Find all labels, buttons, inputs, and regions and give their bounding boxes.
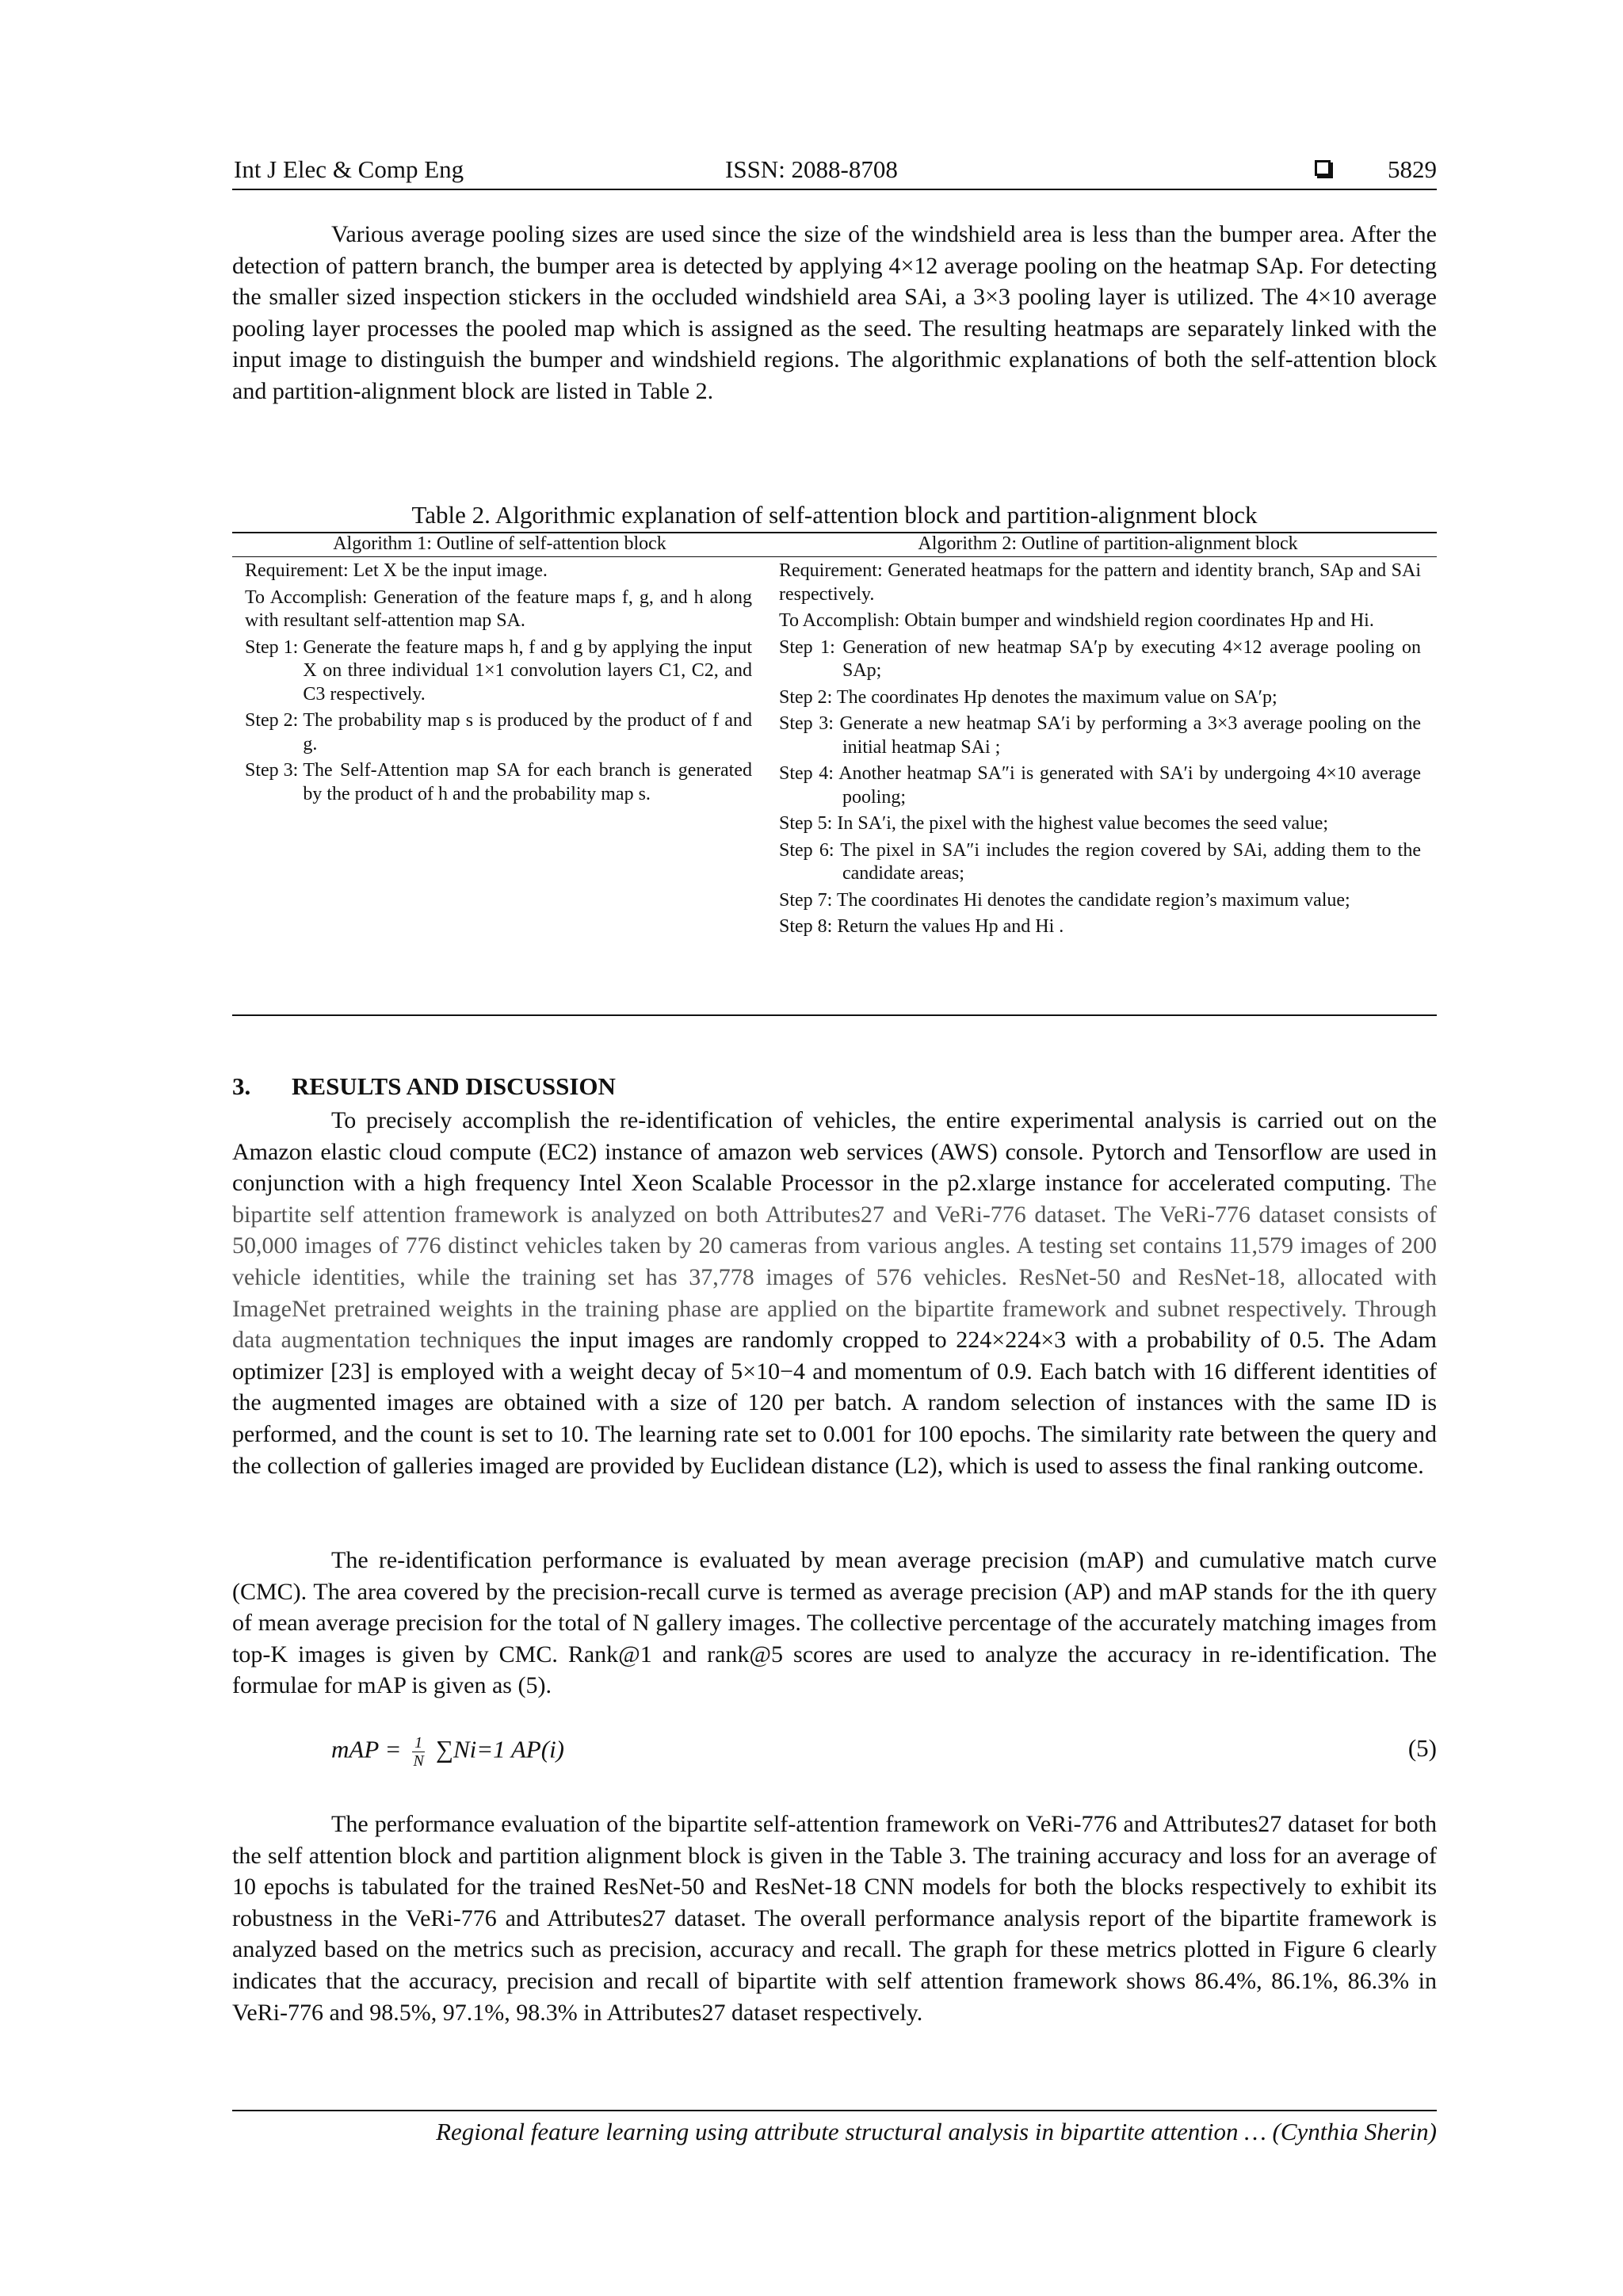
- results-paragraph-3: The performance evaluation of the bipartite self-attention framework on VeRi-776 and Attributes27 dataset for both the self attention block and partition alignment block is given in the Table 3. The training accuracy and loss for an average of 10 epochs is tabulated for the trained ResNet-50 and ResNet-18 CNN models for both the blocks respectively to exhibit its robustness in the VeRi-776 and Attributes27 dataset. The overall performance analysis report of the bipartite framework is analyzed based on the metrics such as precision, accuracy and recall. The graph for these metrics plotted in Figure 6 clearly indicates that the accuracy, precision and recall of bipartite with self attention framework shows 86.4%, 86.1%, 86.3% in VeRi-776 and 98.5%, 97.1%, 98.3% in Attributes27 dataset respectively.: [232, 1811, 1437, 2026]
- col1-step: Step 3: The Self-Attention map SA for each branch is generated by the product of h and the probability map s.: [245, 760, 752, 804]
- col2-step: Step 3: Generate a new heatmap SA′i by performing a 3×3 average pooling on the initial heatmap SAi ;: [779, 713, 1421, 758]
- col2-requirement: Requirement: Generated heatmaps for the pattern and identity branch, SAp and SAi respectively.: [779, 560, 1421, 605]
- col1-accomplish: To Accomplish: Generation of the feature maps f, g, and h along with resultant self-attention map SA.: [245, 586, 752, 631]
- equation-number: (5): [1407, 1734, 1437, 1762]
- col1-step: Step 2: The probability map s is produced by the product of f and g.: [245, 710, 752, 755]
- table-header-rule: [232, 556, 1437, 557]
- col2-step: Step 1: Generation of new heatmap SA′p by executing 4×12 average pooling on SAp;: [779, 636, 1421, 681]
- col2-step: Step 5: In SA′i, the pixel with the highest value becomes the seed value;: [779, 813, 1329, 834]
- table-col1-header: Algorithm 1: Outline of self-attention block: [333, 533, 666, 554]
- journal-name: Int J Elec & Comp Eng: [234, 155, 464, 183]
- page-number: 5829: [1388, 155, 1437, 183]
- col1-step: Step 1: Generate the feature maps h, f and g by applying the input X on three individual 1×1 convolution layers C1, C2, and C3 respectively.: [245, 636, 752, 705]
- table-col1: [245, 560, 752, 806]
- section-heading: 3. RESULTS AND DISCUSSION: [232, 1072, 616, 1100]
- col2-step: Step 6: The pixel in SA″i includes the region covered by SAi, adding them to the candidate areas;: [779, 839, 1421, 884]
- equation-map: mAP = $\frac{1}{N}$ ∑Ni=1 AP(i): [331, 1734, 565, 1770]
- table-bottom-rule: [232, 1014, 1437, 1016]
- table-col2: [779, 560, 1421, 942]
- footer-rule: [232, 2110, 1437, 2111]
- box-icon: [1315, 160, 1331, 176]
- table-col2-header: Algorithm 2: Outline of partition-alignment block: [918, 533, 1298, 554]
- running-header: [232, 155, 1437, 187]
- col2-step: Step 8: Return the values Hp and Hi .: [779, 916, 1064, 937]
- fraction: $\frac{1}{N}$: [413, 1734, 424, 1770]
- results-paragraph-2: The re-identification performance is evaluated by mean average precision (mAP) and cumulative match curve (CMC). The area covered by the precision-recall curve is termed as average precision (AP) and mAP stands for the ith query of mean average precision for the total of N gallery images. The collective percentage of the accurately matching images from top-K images is given by CMC. Rank@1 and rank@5 scores are used to analyze the accuracy in re-identification. The formulae for mAP is given as (5).: [232, 1547, 1437, 1699]
- running-footer: Regional feature learning using attribute structural analysis in bipartite attention … (Cynthia Sherin): [436, 2118, 1437, 2145]
- col2-step: Step 2: The coordinates Hp denotes the maximum value on SA′p;: [779, 686, 1277, 708]
- col2-step: Step 7: The coordinates Hi denotes the candidate region’s maximum value;: [779, 889, 1350, 911]
- results-paragraph-1: To precisely accomplish the re-identification of vehicles, the entire experimental analysis is carried out on the Amazon elastic cloud compute (EC2) instance of amazon web services (AWS) console. Pytorch and Tensorflow are used in conjunction with a high frequency Intel Xeon Scalable Processor in the p2.xlarge instance for accelerated computing. The bipartite self attention framework is analyzed on both Attributes27 and VeRi-776 dataset. The VeRi-776 dataset consists of 50,000 images of 776 distinct vehicles taken by 20 cameras from various angles. A testing set contains 11,579 images of 200 vehicle identities, while the training set has 37,778 images of 576 vehicles. ResNet-50 and ResNet-18, allocated with ImageNet pretrained weights in the training phase are applied on the bipartite framework and subnet respectively. Through data augmentation techniques the input images are randomly cropped to 224×224×3 with a probability of 0.5. The Adam optimizer [23] is employed with a weight decay of 5×10−4 and momentum of 0.9. Each batch with 16 different identities of the augmented images are obtained with a size of 120 per batch. A random selection of instances with the same ID is performed, and the count is set to 10. The learning rate set to 0.001 for 100 epochs. The similarity rate between the query and the collection of galleries imaged are provided by Euclidean distance (L2), which is used to assess the final ranking outcome.: [232, 1107, 1438, 1479]
- col2-accomplish: To Accomplish: Obtain bumper and windshield region coordinates Hp and Hi.: [779, 610, 1374, 631]
- table-caption: Table 2. Algorithmic explanation of self-attention block and partition-alignment block: [411, 501, 1258, 529]
- paper-page: [232, 0, 1437, 2296]
- col2-step: Step 4: Another heatmap SA″i is generated with SA′i by undergoing 4×10 average pooling;: [779, 763, 1421, 808]
- col1-requirement: Requirement: Let X be the input image.: [245, 560, 548, 581]
- intro-paragraph: Various average pooling sizes are used since the size of the windshield area is less than the bumper area. After the detection of pattern branch, the bumper area is detected by applying 4×12 average pooling on the heatmap SAp. For detecting the smaller sized inspection stickers in the occluded windshield area SAi, a 3×3 pooling layer is utilized. The 4×10 average pooling layer processes the pooled map which is assigned as the seed. The resulting heatmaps are separately linked with the input image to distinguish the bumper and windshield regions. The algorithmic explanations of both the self-attention block and partition-alignment block are listed in Table 2.: [232, 221, 1437, 404]
- header-rule: [232, 189, 1437, 190]
- issn: ISSN: 2088-8708: [725, 155, 898, 183]
